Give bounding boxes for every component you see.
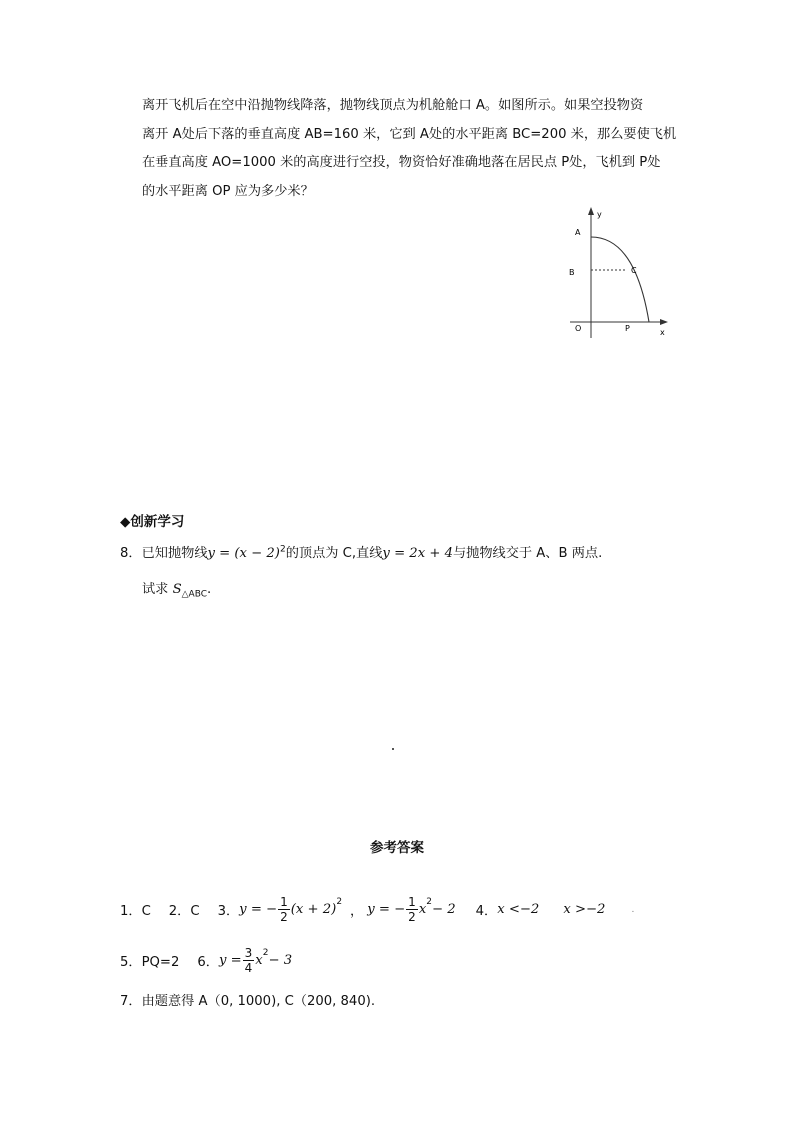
answers-line-1	[120, 895, 634, 924]
answer-3-eq2-rhs: x	[418, 902, 427, 917]
answer-3-eq2-exp: 2	[426, 897, 432, 907]
problem-8-eq1-exp: 2	[279, 544, 286, 555]
label-y: y	[597, 210, 602, 219]
answer-6-exp: 2	[262, 948, 269, 958]
problem-8-line2-suffix: .	[207, 582, 212, 597]
answer-6-fraction: $\frac{3}{4}$	[244, 946, 253, 975]
x-axis-arrow	[660, 319, 668, 325]
answer-3-eq2-lhs: y = −	[367, 902, 406, 917]
problem-7-line: 的水平距离 OP 应为多少米？	[142, 183, 314, 199]
answer-3-eq1-lhs: y = −	[239, 902, 278, 917]
problem-8-prefix: 8．已知抛物线	[120, 546, 208, 561]
label-O: O	[575, 324, 582, 333]
parabola-figure	[560, 205, 675, 340]
problem-8-line-1	[120, 542, 602, 561]
label-A: A	[575, 228, 581, 237]
answer-3-prefix: 3．	[217, 904, 240, 919]
answer-3-separator: ，	[350, 904, 364, 919]
parabola-curve	[591, 237, 649, 322]
problem-7-line: 在垂直高度 AO=1000 米的高度进行空投，物资恰好准确地落在居民点 P处，飞机到 P处	[142, 155, 661, 171]
section-title: ◆创新学习	[120, 514, 185, 530]
answer-3-fraction-1: $\frac{1}{2}$	[280, 895, 288, 924]
answer-4-prefix: 4．	[475, 904, 498, 919]
answers-line-3: 7．由题意得 A（0, 1000), C（200, 840).	[120, 994, 376, 1009]
answer-2: 2．C	[168, 904, 200, 919]
problem-8-line-2	[142, 578, 211, 600]
answer-3-fraction-2: $\frac{1}{2}$	[408, 895, 416, 924]
problem-7-text	[142, 92, 678, 206]
answer-1: 1．C	[120, 904, 151, 919]
label-B: B	[569, 268, 575, 277]
answer-4-part-1: x <−2	[497, 902, 540, 917]
answer-3-eq2-tail: − 2	[431, 902, 456, 917]
label-C: C	[631, 266, 637, 275]
answer-6-prefix: 6．	[197, 955, 219, 970]
problem-7-line: 离开飞机后在空中沿抛物线降落，抛物线顶点为机舱舱口 A。如图所示。如果空投物资	[142, 98, 644, 113]
answer-6-rhs: x	[255, 953, 263, 968]
y-axis-arrow	[588, 207, 594, 215]
answers-title: 参考答案	[370, 840, 424, 856]
answers-line-2	[120, 946, 292, 975]
area-symbol: S	[172, 582, 182, 597]
answer-line-1-trail: .	[631, 904, 635, 915]
answer-6-tail: − 3	[268, 953, 293, 968]
stray-dot	[392, 748, 394, 750]
label-x: x	[660, 328, 665, 337]
problem-7-line: 离开 A处后下落的垂直高度 AB=160 米，它到 A处的水平距离 BC=200 米，那么要使飞机	[142, 126, 677, 142]
answer-4-part-2: x >−2	[563, 902, 606, 917]
problem-8-mid: 的顶点为 C,直线	[285, 546, 383, 561]
answer-3-eq1-rhs: (x + 2)	[290, 902, 337, 917]
label-P: P	[625, 324, 630, 333]
problem-8-eq2: y = 2x + 4	[382, 546, 453, 561]
answer-3-eq1-exp: 2	[336, 897, 343, 907]
problem-8-eq1-rhs: = (x − 2)	[214, 546, 280, 561]
problem-8-line2-prefix: 试求	[142, 582, 169, 597]
problem-8-suffix: 与抛物线交于 A、B 两点.	[452, 546, 603, 561]
problem-8-eq1-lhs: y	[207, 546, 215, 561]
answer-5: 5．PQ=2	[120, 955, 180, 970]
area-subscript: △ABC	[181, 589, 208, 600]
answer-6-lhs: y =	[218, 953, 242, 968]
